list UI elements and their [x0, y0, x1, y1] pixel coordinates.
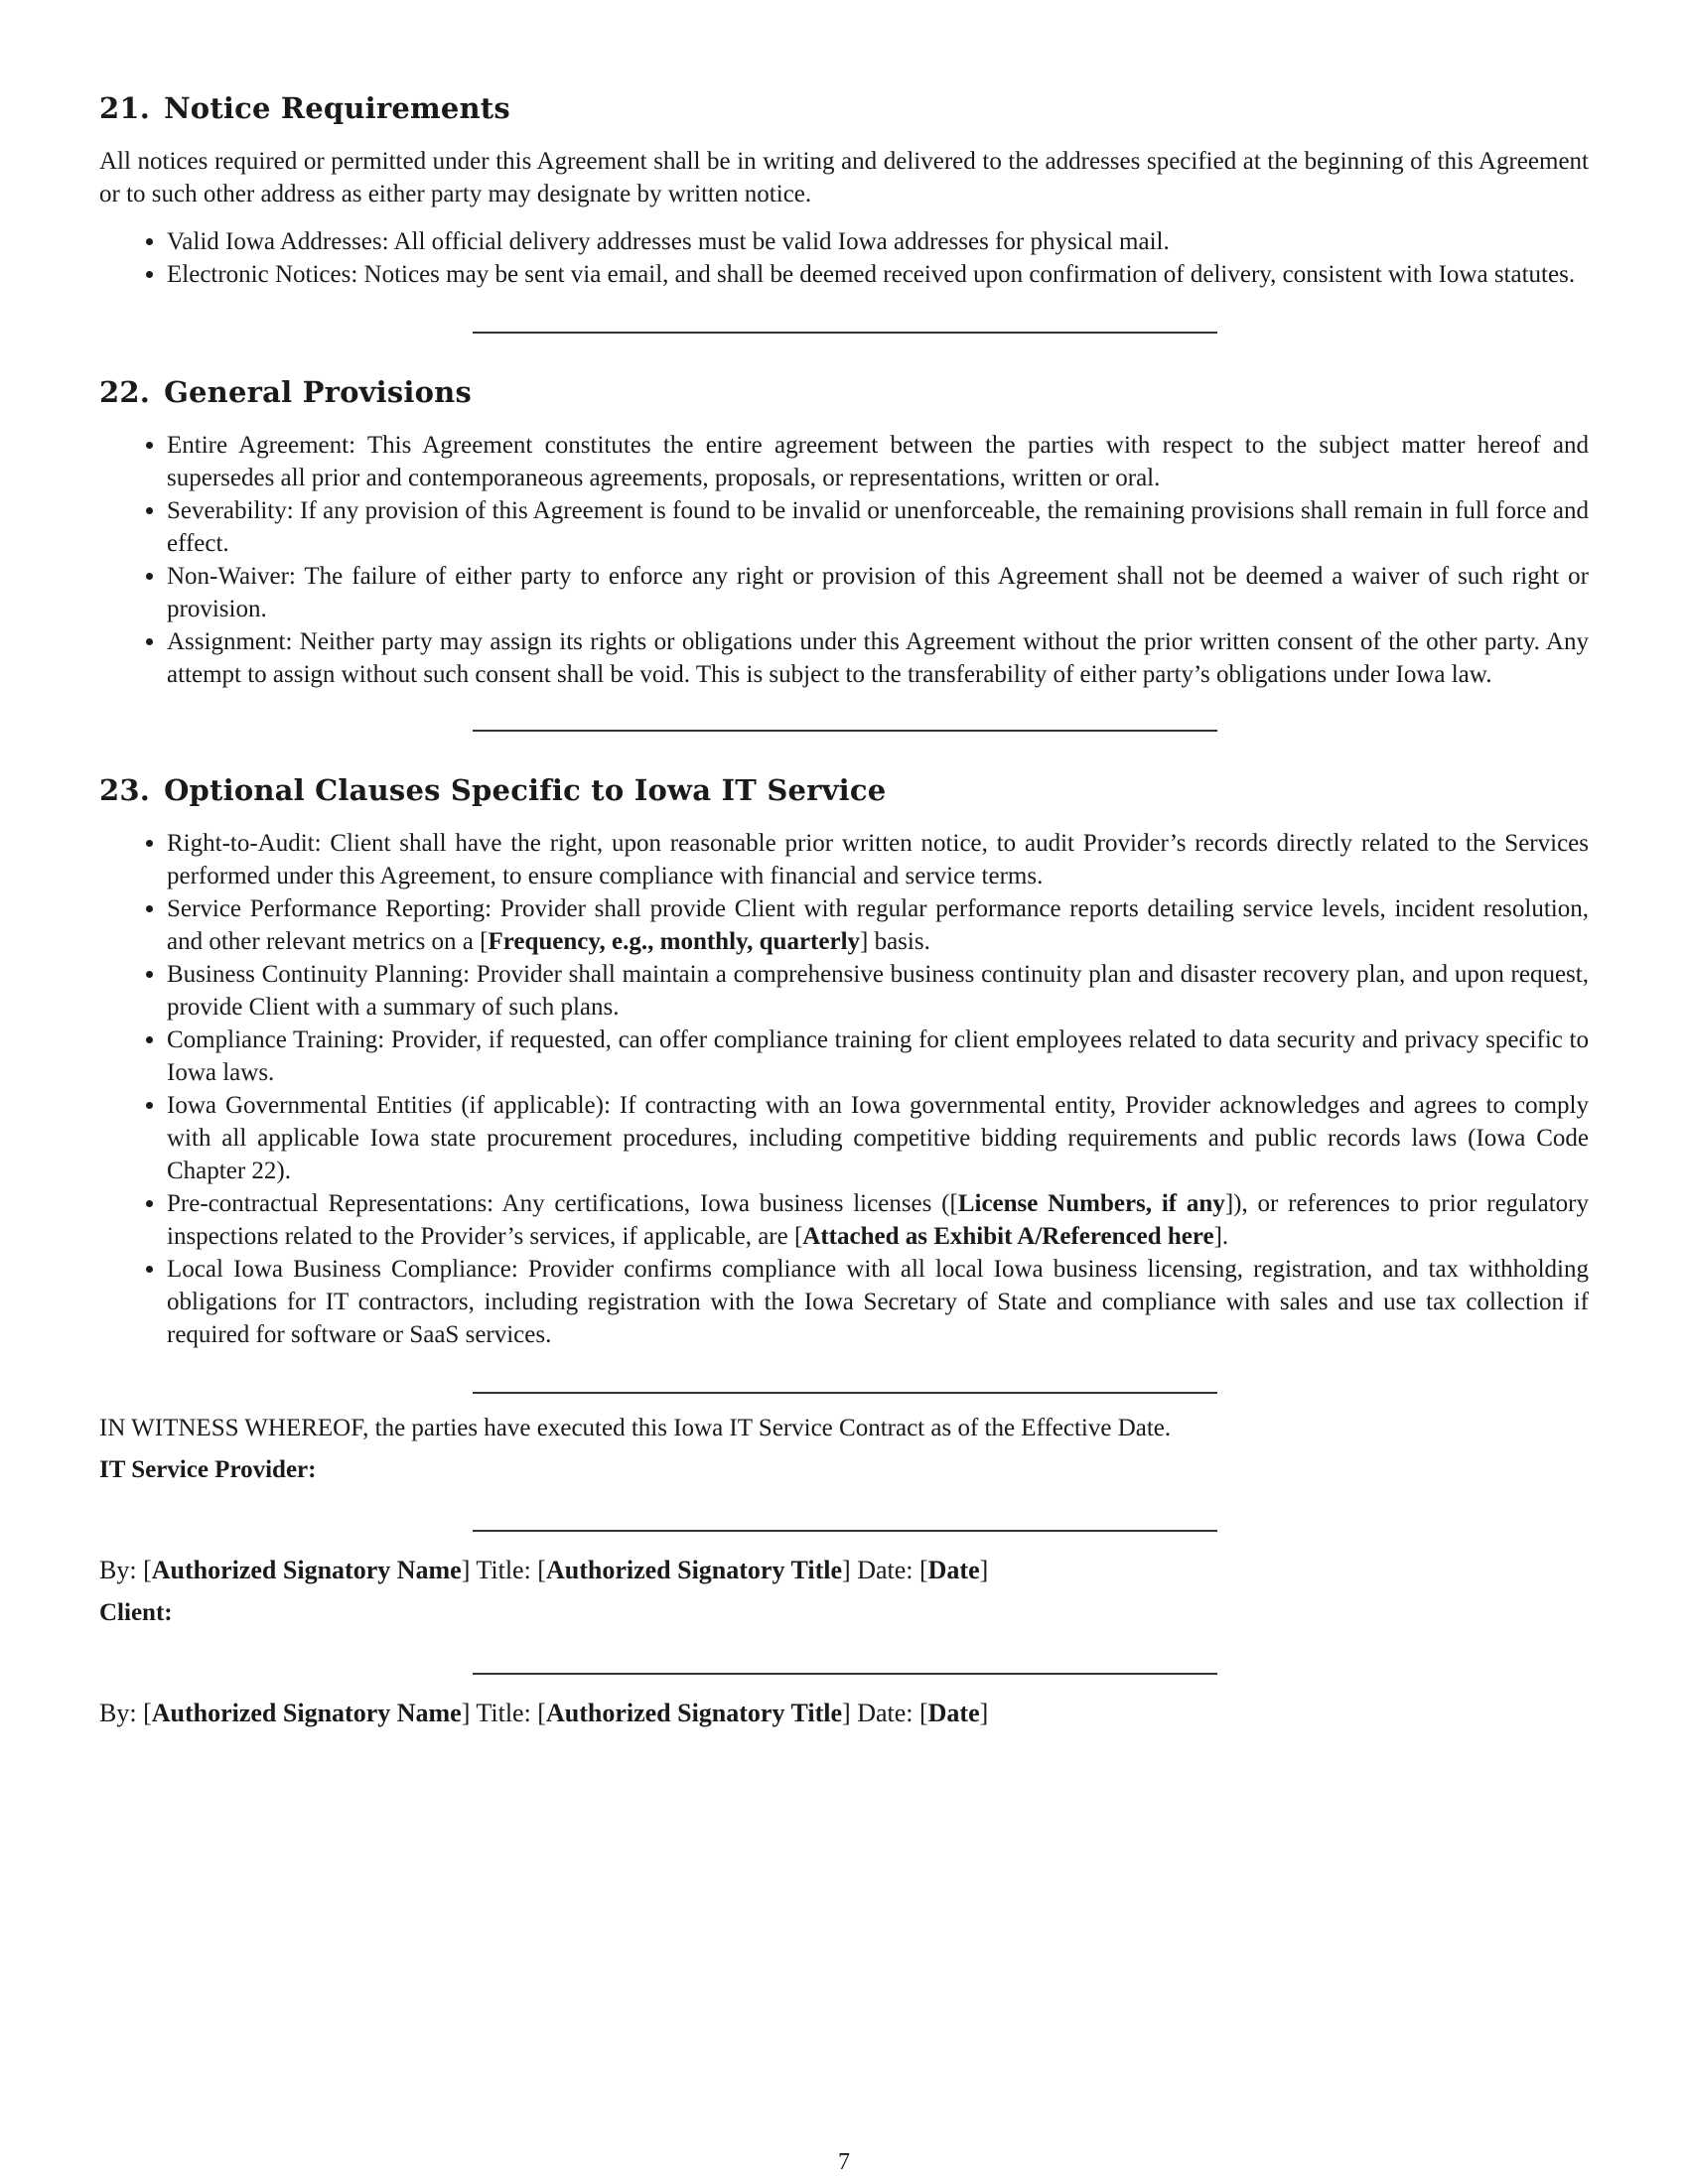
section-divider — [473, 332, 1217, 334]
item-text: ] basis. — [860, 928, 930, 955]
list-item: • Assignment: Neither party may assign its rights or obligations under this Agreement without the prior written consent of the other party. Any attempt to assign without such consent shall be void. This is subject to the transferability of either party’s obligations under Iowa law. — [167, 625, 1589, 691]
sig-text: ] Title: [ — [461, 1699, 546, 1727]
item-text: ]. — [1213, 1223, 1229, 1250]
sig-text: ] — [979, 1556, 989, 1584]
sig-text: ] — [979, 1699, 989, 1727]
section-23-heading — [99, 773, 1589, 807]
sig-text: By: [ — [99, 1699, 152, 1727]
client-label: Client: — [99, 1599, 173, 1626]
sig-text: By: [ — [99, 1556, 152, 1584]
list-item: • Local Iowa Business Compliance: Provider confirms compliance with all local Iowa business licensing, registration, and tax withholding obligations for IT contractors, including registration with the Iowa Secretary of State and compliance with sales and use tax collection if required for software or SaaS services. — [167, 1253, 1589, 1351]
section-21-intro: All notices required or permitted under this Agreement shall be in writing and delivered to the addresses specified at the beginning of this Agreement or to such other address as either party may designate by written notice. — [99, 148, 1589, 207]
list-item: • Business Continuity Planning: Provider shall maintain a comprehensive business continuity plan and disaster recovery plan, and upon request, provide Client with a summary of such plans. — [167, 958, 1589, 1024]
section-divider — [473, 730, 1217, 732]
item-text: Service Performance Reporting: Provider shall provide Client with regular performance reports detailing service levels, incident resolution, and other relevant metrics on a [ — [167, 895, 1589, 955]
list-item: • Right-to-Audit: Client shall have the right, upon reasonable prior written notice, to audit Provider’s records directly related to the Services performed under this Agreement, to ensure compliance with financial and service terms. — [167, 827, 1589, 892]
section-number: 23. — [99, 773, 151, 807]
list-item — [167, 1187, 1589, 1253]
list-item: • Entire Agreement: This Agreement constitutes the entire agreement between the parties with respect to the subject matter hereof and supersedes all prior and contemporaneous agreements, proposals, or representations, written or oral. — [167, 429, 1589, 494]
section-22-list — [99, 429, 1589, 691]
list-item: • Non-Waiver: The failure of either party to enforce any right or provision of this Agreement shall not be deemed a waiver of such right or provision. — [167, 560, 1589, 625]
section-title: Optional Clauses Specific to Iowa IT Service — [164, 773, 887, 807]
sig-text: ] Date: [ — [842, 1556, 928, 1584]
section-title: General Provisions — [164, 375, 472, 409]
sig-text: ] Date: [ — [842, 1699, 928, 1727]
page-number: 7 — [838, 2149, 850, 2175]
item-text: Pre-contractual Representations: Any certifications, Iowa business licenses ([ — [167, 1190, 958, 1217]
client-signature-block — [99, 1699, 1589, 1728]
provider-signatory-title: Authorized Signatory Title — [545, 1556, 843, 1584]
section-23-list — [99, 827, 1589, 1351]
provider-label: IT Service Provider: — [99, 1456, 317, 1483]
section-21-heading — [99, 91, 1589, 125]
provider-signature-block — [99, 1556, 1589, 1585]
section-title: Notice Requirements — [164, 91, 510, 125]
placeholder-frequency: Frequency, e.g., monthly, quarterly — [488, 928, 861, 955]
provider-signature-date: Date — [927, 1556, 980, 1584]
client-signatory-name: Authorized Signatory Name — [151, 1699, 462, 1727]
client-signature-line — [473, 1673, 1217, 1675]
list-item: • Electronic Notices: Notices may be sent via email, and shall be deemed received upon confirmation of delivery, consistent with Iowa statutes. — [167, 258, 1589, 291]
section-number: 21. — [99, 91, 151, 125]
placeholder-license-numbers: License Numbers, if any — [957, 1190, 1225, 1217]
item-text: ]), or references to prior regulatory inspections related to the Provider’s services, if applicable, are [ — [167, 1190, 1589, 1250]
placeholder-exhibit: Attached as Exhibit A/Referenced here — [802, 1223, 1214, 1250]
section-21-list — [99, 225, 1589, 291]
provider-signature-line — [473, 1530, 1217, 1532]
list-item: • Valid Iowa Addresses: All official delivery addresses must be valid Iowa addresses for physical mail. — [167, 225, 1589, 258]
section-divider — [473, 1392, 1217, 1394]
sig-text: ] Title: [ — [461, 1556, 546, 1584]
client-signature-date: Date — [927, 1699, 980, 1727]
witness-statement: IN WITNESS WHEREOF, the parties have executed this Iowa IT Service Contract as of the Effective Date. — [99, 1415, 1172, 1441]
client-signatory-title: Authorized Signatory Title — [545, 1699, 843, 1727]
section-22-heading — [99, 375, 1589, 409]
list-item: • Compliance Training: Provider, if requested, can offer compliance training for client employees related to data security and privacy specific to Iowa laws. — [167, 1024, 1589, 1089]
list-item — [167, 892, 1589, 958]
list-item: • Iowa Governmental Entities (if applicable): If contracting with an Iowa governmental entity, Provider acknowledges and agrees to comply with all applicable Iowa state procurement procedures, including competitive bidding requirements and public records laws (Iowa Code Chapter 22). — [167, 1089, 1589, 1187]
provider-signatory-name: Authorized Signatory Name — [151, 1556, 462, 1584]
list-item: • Severability: If any provision of this Agreement is found to be invalid or unenforceable, the remaining provisions shall remain in full force and effect. — [167, 494, 1589, 560]
section-number: 22. — [99, 375, 151, 409]
document-page — [99, 91, 1589, 1728]
